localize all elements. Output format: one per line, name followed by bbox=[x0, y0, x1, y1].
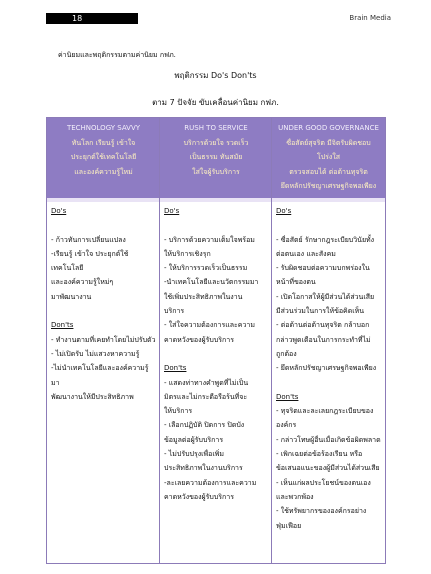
dont-item-line: - ใช้ทรัพยากรขององค์กรอย่าง bbox=[276, 507, 367, 516]
column-subtitle-line: บริการด้วยใจ รวดเร็ว bbox=[183, 138, 249, 147]
dont-item-line: - กล่าวโทษผู้อื่นเมื่อเกิดข้อผิดพลาด bbox=[276, 435, 381, 444]
do-item-line: - บริการด้วยความเต็มใจพร้อม bbox=[164, 235, 255, 244]
column-subtitle-line: ทันโลก เรียนรู้ เข้าใจ bbox=[71, 138, 136, 147]
column-good-governance bbox=[272, 204, 385, 533]
dos-label: Do's bbox=[276, 207, 292, 215]
dont-item-line: - เห็นแก่ผลประโยชน์ของตนเอง bbox=[276, 478, 371, 487]
dont-item-line: - เลือกปฏิบัติ ปิดการ ปิดบัง bbox=[164, 421, 245, 430]
dont-item-line: ให้บริการ bbox=[164, 407, 193, 416]
header-separator bbox=[47, 198, 385, 202]
donts-label: Don'ts bbox=[276, 392, 299, 401]
column-subtitle-line: ซื่อสัตย์สุจริต มีจิตรับผิดชอบ bbox=[286, 138, 371, 147]
column-subtitle-line: ใส่ใจผู้รับบริการ bbox=[192, 167, 240, 176]
dont-item-line: -ไม่นำเทคโนโลยีและองค์ความรู้มา bbox=[51, 364, 149, 387]
spacer bbox=[276, 376, 381, 390]
spacer bbox=[164, 218, 268, 232]
donts-label: Don'ts bbox=[164, 364, 187, 373]
column-title: TECHNOLOGY SAVVY bbox=[66, 124, 141, 132]
header-good-governance bbox=[272, 118, 385, 198]
dont-item-line: และพวกพ้อง bbox=[276, 492, 314, 501]
do-item-line: กล่าวพูดเตือนในการกระทำที่ไม่ bbox=[276, 335, 371, 344]
do-item-line: - ซื่อสัตย์ รักษากฎระเบียบวินัยทั้ง bbox=[276, 235, 375, 244]
do-item-line: - เปิดโอกาสให้ผู้มีส่วนได้ส่วนเสีย bbox=[276, 292, 375, 301]
column-subtitle-line: และองค์ความรู้ใหม่ bbox=[74, 167, 133, 176]
do-item-line: มาพัฒนางาน bbox=[51, 292, 92, 301]
dont-item-line: - ทุจริตและละเลยกฎระเบียบของ bbox=[276, 407, 374, 416]
dont-item-line: มิตรและไม่กระตือรือร้นที่จะ bbox=[164, 392, 248, 401]
spacer bbox=[276, 218, 381, 232]
do-item-line: - รับผิดชอบต่อความบกพร่องใน bbox=[276, 264, 370, 273]
dont-item-line: ประสิทธิภาพในงานบริการ bbox=[164, 464, 243, 473]
dont-item-line: คาดหวังของผู้รับบริการ bbox=[164, 492, 234, 501]
do-item-line: ต่อตนเอง และสังคม bbox=[276, 249, 336, 258]
page-number: 18 bbox=[72, 14, 83, 23]
header-technology-savvy bbox=[47, 118, 160, 198]
do-item-line: - ให้บริการรวดเร็วเป็นธรรม bbox=[164, 264, 248, 273]
column-subtitle-line: ยึดหลักปรัชญาเศรษฐกิจพอเพียง bbox=[280, 182, 377, 190]
spacer bbox=[164, 347, 268, 361]
column-subtitle-line: เป็นธรรม ทันสมัย bbox=[189, 153, 243, 161]
do-item-line: -เรียนรู้ เข้าใจ ประยุกต์ใช้เทคโนโลยี bbox=[51, 249, 129, 273]
do-item-line: - ต่อต้านต่อต้านทุจริต กล้าบอก bbox=[276, 321, 370, 330]
table-subtitle: ตาม 7 ปัจจัย ขับเคลื่อนค่านิยม กฟภ. bbox=[152, 98, 279, 107]
do-item-line: บริการ bbox=[164, 307, 185, 316]
page-number-bar bbox=[46, 13, 138, 24]
do-item-line: - ใส่ใจความต้องการและความ bbox=[164, 321, 255, 330]
do-item-line: ถูกต้อง bbox=[276, 349, 297, 358]
spacer bbox=[51, 304, 156, 318]
column-title: UNDER GOOD GOVERNANCE bbox=[278, 124, 379, 132]
values-table bbox=[46, 117, 386, 564]
column-title: RUSH TO SERVICE bbox=[184, 124, 248, 132]
section-heading: ค่านิยมและพฤติกรรมตามค่านิยม กฟภ. bbox=[58, 51, 176, 59]
do-item-line: มีส่วนร่วมในการให้ข้อคิดเห็น bbox=[276, 307, 365, 316]
table-header bbox=[47, 118, 385, 198]
dont-item-line: องค์กร bbox=[276, 421, 297, 430]
dont-item-line: - ไม่ปรับปรุงเพื่อเพิ่ม bbox=[164, 450, 224, 459]
do-item-line: ใช้เพิ่มประสิทธิภาพในงาน bbox=[164, 292, 243, 301]
do-item-line: และองค์ความรู้ใหม่ๆ bbox=[51, 278, 114, 287]
column-subtitle-line: โปร่งใส bbox=[316, 153, 341, 161]
do-item-line: - ยึดหลักปรัชญาเศรษฐกิจพอเพียง bbox=[276, 364, 377, 373]
dont-item-line: พัฒนางานให้มีประสิทธิภาพ bbox=[51, 392, 134, 401]
dont-item-line: ข้อมูลต่อผู้รับบริการ bbox=[164, 435, 224, 444]
do-item-line: หน้าที่ของตน bbox=[276, 278, 316, 287]
column-subtitle-line: ตรวจสอบได้ ต่อต้านทุจริต bbox=[289, 167, 368, 176]
dont-item-line: - เพิกเฉยต่อข้อร้องเรียน หรือ bbox=[276, 450, 363, 459]
do-item-line: คาดหวังของผู้รับบริการ bbox=[164, 335, 234, 344]
dont-item-line: ข้อเสนอแนะของผู้มีส่วนได้ส่วนเสีย bbox=[276, 464, 380, 473]
dont-item-line: - ไม่เปิดรับ ไม่แสวงหาความรู้ bbox=[51, 349, 140, 358]
header-rush-to-service bbox=[160, 118, 272, 198]
column-rush-to-service bbox=[160, 204, 272, 504]
do-item-line: ให้บริการเชิงรุก bbox=[164, 249, 211, 258]
column-subtitle-line: ประยุกต์ใช้เทคโนโลยี bbox=[70, 153, 137, 161]
donts-label: Don'ts bbox=[51, 321, 74, 330]
column-technology-savvy bbox=[47, 204, 160, 404]
do-item-line: -นำเทคโนโลยีและนวัตกรรมมา bbox=[164, 278, 259, 287]
dont-item-line: -ละเลยความต้องการและความ bbox=[164, 478, 257, 487]
dont-item-line: - ทำงานตามที่เคยทำโดยไม่ปรับตัว bbox=[51, 335, 156, 344]
spacer bbox=[51, 218, 156, 232]
dont-item-line: ฟุ่มเฟือย bbox=[276, 521, 302, 530]
do-item-line: - ก้าวทันการเปลี่ยนแปลง bbox=[51, 235, 126, 244]
dos-label: Do's bbox=[164, 207, 180, 215]
table-title: พฤติกรรม Do's Don'ts bbox=[174, 71, 257, 80]
dos-label: Do's bbox=[51, 207, 67, 215]
dont-item-line: - แสดงท่าทางคำพูดที่ไม่เป็น bbox=[164, 378, 249, 387]
brand-name: Brain Media bbox=[349, 14, 391, 22]
